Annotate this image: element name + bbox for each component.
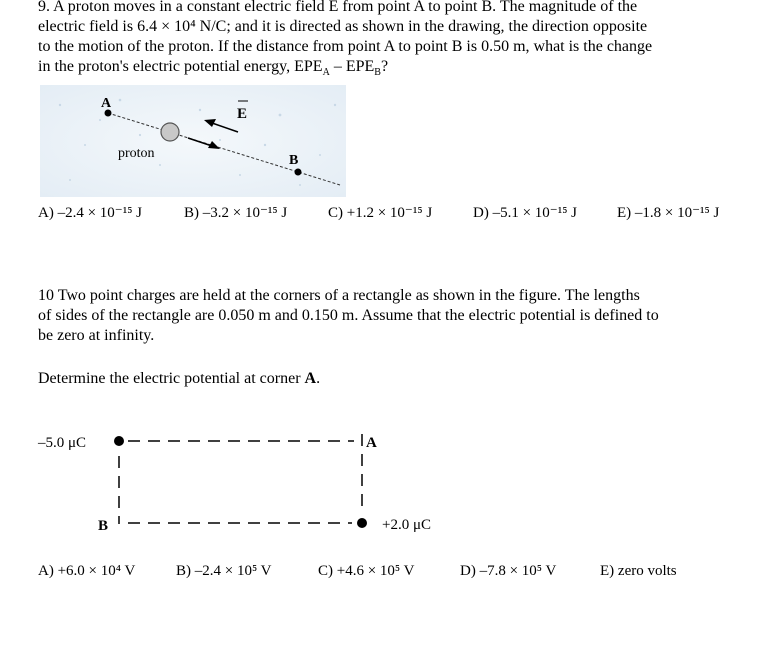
q10-answer-a[interactable]: A) +6.0 × 10⁴ V <box>38 563 136 579</box>
q9-line-4-text: in the proton's electric potential energy, EPE <box>38 58 323 75</box>
q10-prompt <box>38 369 320 389</box>
field-e-label: E <box>237 106 248 122</box>
q10-rectangle-figure <box>30 420 450 540</box>
q10-prompt-end: . <box>316 370 321 387</box>
q9-sub-a: A <box>322 67 330 79</box>
charge-right-label: +2.0 μC <box>382 517 432 533</box>
corner-a-label: A <box>366 435 377 451</box>
corner-b-label: B <box>98 518 109 534</box>
q10-answer-b[interactable]: B) –2.4 × 10⁵ V <box>176 563 272 579</box>
q10-line-2: of sides of the rectangle are 0.050 m and 0.150 m. Assume that the electric potential is defined to <box>38 307 659 324</box>
q9-line-1: 9. A proton moves in a constant electric field E from point A to point B. The magnitude of the <box>38 0 638 15</box>
proton-circle <box>161 123 179 141</box>
point-b-label: B <box>289 153 299 168</box>
q10-answer-c[interactable]: C) +4.6 × 10⁵ V <box>318 563 415 579</box>
q9-answer-a[interactable]: A) –2.4 × 10⁻¹⁵ J <box>38 205 143 221</box>
q9-answer-e[interactable]: E) –1.8 × 10⁻¹⁵ J <box>617 205 720 221</box>
charge-right-dot <box>357 518 367 528</box>
charge-left-label: –5.0 μC <box>38 435 87 451</box>
charge-left-dot <box>114 436 124 446</box>
q9-line-2: electric field is 6.4 × 10⁴ N/C; and it is directed as shown in the drawing, the direction opposite <box>38 18 648 35</box>
q9-sub-b: B <box>374 67 381 79</box>
q9-end: ? <box>380 58 389 75</box>
q9-field-figure <box>40 85 346 197</box>
field-background <box>40 85 346 197</box>
point-a-label: A <box>101 96 112 111</box>
q10-answer-e[interactable]: E) zero volts <box>600 563 677 579</box>
q9-answer-c[interactable]: C) +1.2 × 10⁻¹⁵ J <box>328 205 433 221</box>
q10-answer-d[interactable]: D) –7.8 × 10⁵ V <box>460 563 557 579</box>
q10-prompt-text: Determine the electric potential at corner <box>38 370 305 387</box>
q9-line-3: to the motion of the proton. If the distance from point A to point B is 0.50 m, what is the change <box>38 38 653 55</box>
q10-prompt-corner: A <box>304 370 317 387</box>
q9-line-4 <box>38 57 388 77</box>
q9-minus: – EPE <box>329 58 375 75</box>
q10-line-1: 10 Two point charges are held at the corners of a rectangle as shown in the figure. The lengths <box>38 287 640 304</box>
q9-answer-d[interactable]: D) –5.1 × 10⁻¹⁵ J <box>473 205 578 221</box>
point-b-dot <box>295 169 302 176</box>
q9-answer-b[interactable]: B) –3.2 × 10⁻¹⁵ J <box>184 205 288 221</box>
q10-line-3: be zero at infinity. <box>38 327 155 344</box>
proton-label: proton <box>118 146 155 161</box>
